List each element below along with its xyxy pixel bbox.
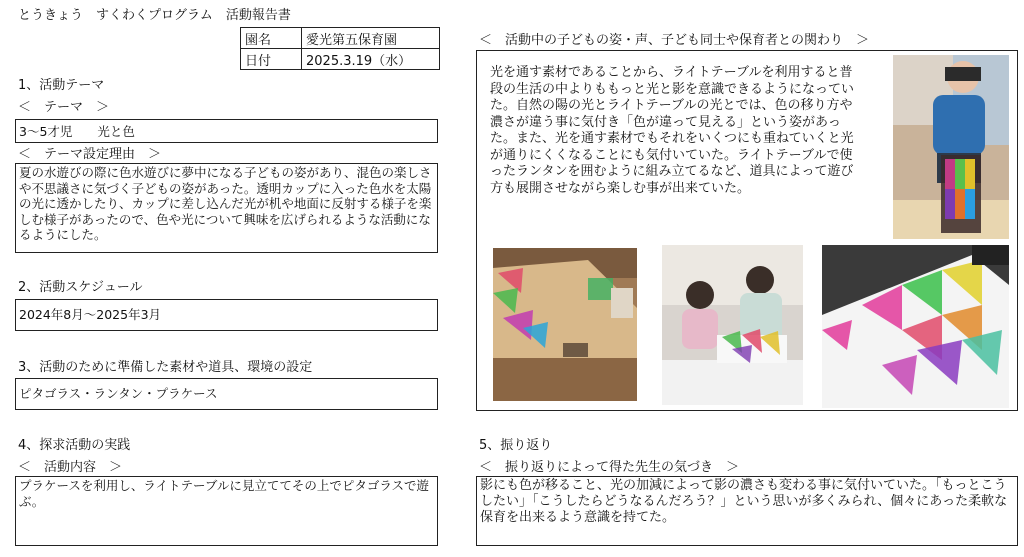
photo-children-at-light-table xyxy=(662,245,803,405)
photo-child-with-lantern xyxy=(893,55,1009,239)
reason-box xyxy=(15,163,438,253)
theme-box xyxy=(15,119,438,143)
reason-text: 夏の水遊びの際に色水遊びに夢中になる子どもの姿があり、混色の楽しさや不思議さに気づく子どもの姿があった。透明カップに入った色水を太陽の光に透かしたり、カップに差し込んだ光が机や地面に反射する様子を楽しむ様子があったので、色や光について興味を広げられるような活動になるようにした。 xyxy=(19,165,432,242)
content-text: プラケースを利用し、ライトテーブルに見立ててその上でピタゴラスで遊ぶ。 xyxy=(19,478,430,509)
reflection-text: 影にも色が移ること、光の加減によって影の濃さも変わる事に気付いていた。「もっとこうしたい」「こうしたらどうなるんだろう？」という思いが多くみられ、個々にあった柔軟な保育を出来るよう意識を持てた。 xyxy=(480,478,1008,525)
observation-heading: ＜ 活動中の子どもの姿・声、子ども同士や保育者との関わり ＞ xyxy=(479,33,870,48)
photo-tiles-close-up xyxy=(822,245,1009,408)
content-label: ＜ 活動内容 ＞ xyxy=(18,460,123,475)
section3-heading: 3、活動のために準備した素材や道具、環境の設定 xyxy=(18,360,313,375)
date-value: 2025.3.19（水） xyxy=(302,49,440,70)
report-title: とうきょう すくわくプログラム 活動報告書 xyxy=(18,8,291,23)
reflection-box xyxy=(476,476,1018,546)
theme-value: 3～5才児 光と色 xyxy=(19,124,135,139)
school-label: 園名 xyxy=(241,28,302,49)
date-label: 日付 xyxy=(241,49,302,70)
school-info-table xyxy=(240,27,440,70)
school-value: 愛光第五保育園 xyxy=(302,28,440,49)
reason-label: ＜ テーマ設定理由 ＞ xyxy=(18,147,162,162)
schedule-value: 2024年8月～2025年3月 xyxy=(19,307,162,322)
theme-label: ＜ テーマ ＞ xyxy=(18,100,110,115)
photo-tiles-on-table xyxy=(493,248,637,401)
observation-text: 光を通す素材であることから、ライトテーブルを利用すると普段の生活の中よりももっと光と影を意識できるようになっていた。自然の陽の光とライトテーブルの光とでは、色の移り方や濃さが違う事に気付き「色が違って見える」という姿があった。また、光を通す素材でもそれをいくつにも重ねていくと光が通りにくくなることにも気付いていた。ライトテーブルで使ったランタンを囲むように組み立てるなど、道具によって遊び方も展開させながら楽しむ事が出来ていた。 xyxy=(490,65,855,196)
materials-box xyxy=(15,378,438,410)
content-box xyxy=(15,476,438,546)
section1-heading: 1、活動テーマ xyxy=(18,78,105,93)
reflection-label: ＜ 振り返りによって得た先生の気づき ＞ xyxy=(479,460,740,475)
materials-value: ピタゴラス・ランタン・プラケース xyxy=(19,386,218,401)
section5-heading: 5、振り返り xyxy=(479,438,553,453)
schedule-box xyxy=(15,299,438,331)
section2-heading: 2、活動スケジュール xyxy=(18,280,143,295)
section4-heading: 4、探求活動の実践 xyxy=(18,438,131,453)
